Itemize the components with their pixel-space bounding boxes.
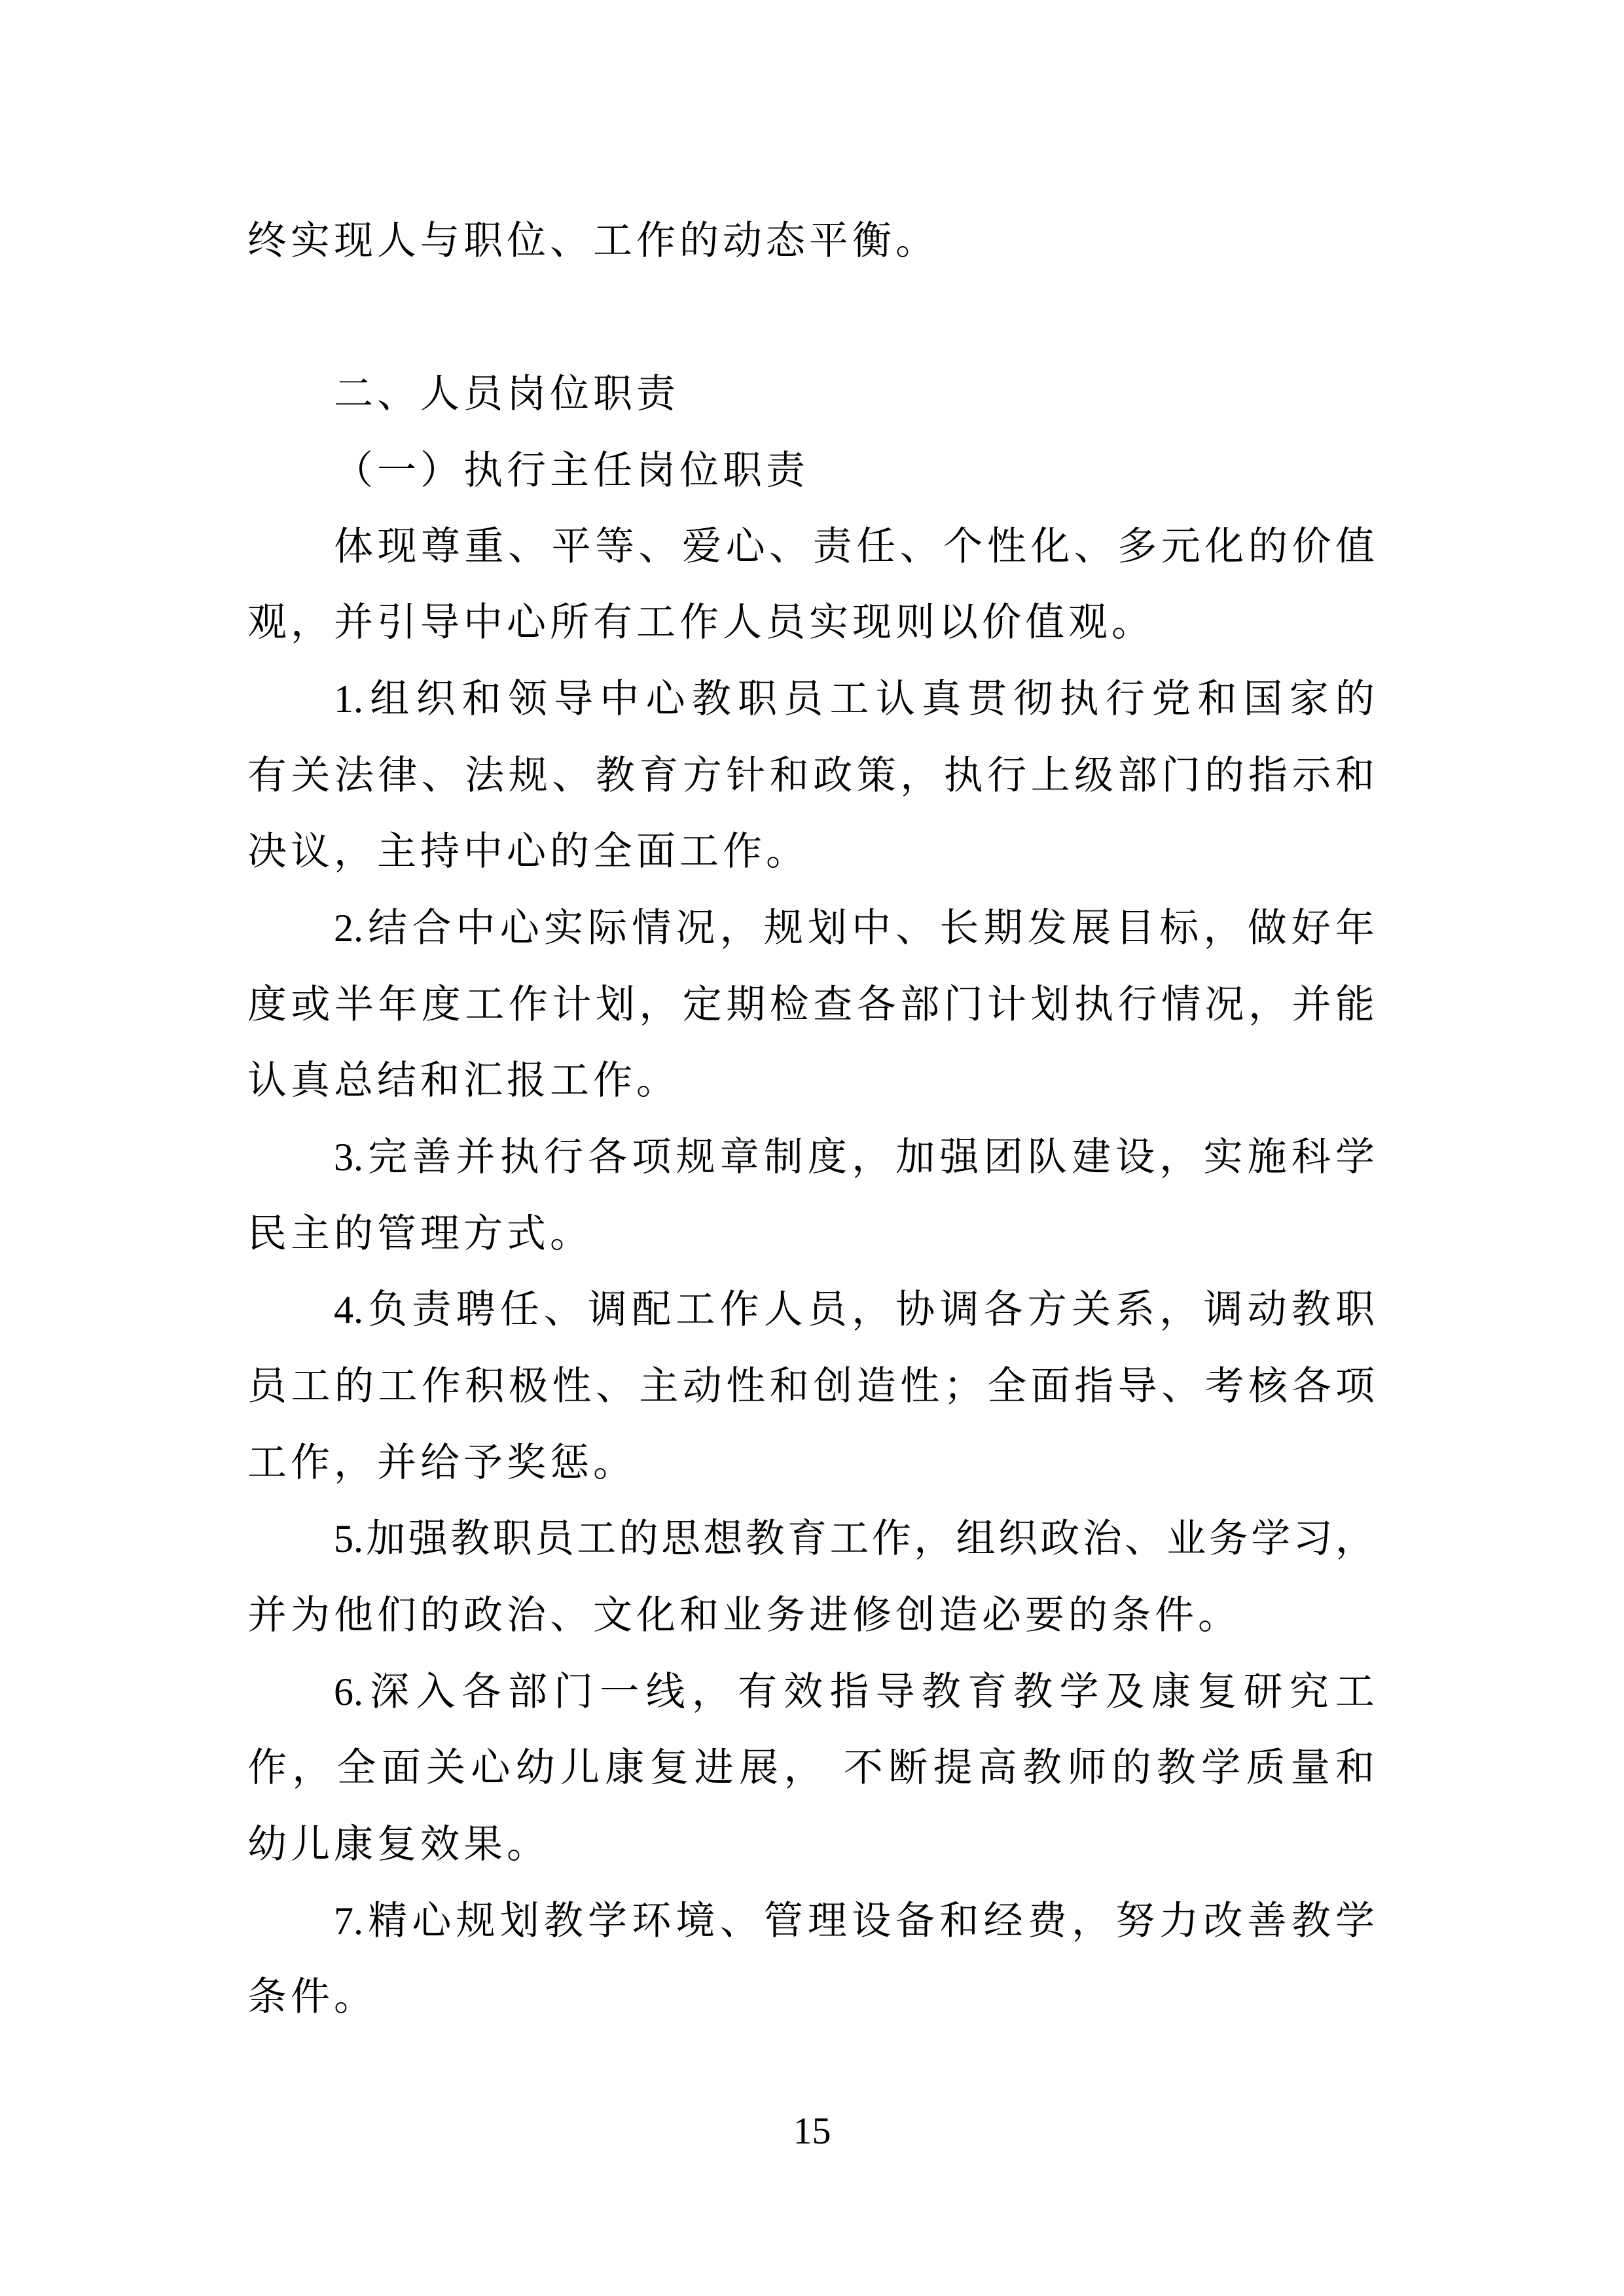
duty-item-2: 2.结合中心实际情况，规划中、长期发展目标，做好年	[334, 906, 1375, 950]
duty-item-7: 7.精心规划教学环境、管理设备和经费，努力改善教学	[334, 1899, 1375, 1943]
paragraph-line: 工作，并给予奖惩。	[247, 1441, 636, 1484]
paragraph-line: 条件。	[247, 1975, 377, 2018]
continuation-text: 终实现人与职位、工作的动态平衡。	[247, 219, 939, 262]
duty-item-3: 3.完善并执行各项规章制度，加强团队建设，实施科学	[334, 1136, 1375, 1179]
paragraph-line: 认真总结和汇报工作。	[247, 1059, 679, 1102]
paragraph-line: 观，并引导中心所有工作人员实现则以价值观。	[247, 601, 1155, 644]
duty-item-5: 5.加强教职员工的思想教育工作，组织政治、业务学习，	[334, 1517, 1375, 1560]
paragraph-line: 度或半年度工作计划，定期检查各部门计划执行情况，并能	[247, 983, 1375, 1026]
duty-item-1: 1.组织和领导中心教职员工认真贯彻执行党和国家的	[334, 677, 1375, 721]
paragraph-line: 作，全面关心幼儿康复进展， 不断提高教师的教学质量和	[247, 1746, 1375, 1789]
paragraph-line: 民主的管理方式。	[247, 1212, 593, 1255]
paragraph-line: 决议，主持中心的全面工作。	[247, 830, 809, 873]
paragraph-line: 有关法律、法规、教育方针和政策，执行上级部门的指示和	[247, 754, 1375, 797]
paragraph-line: 员工的工作积极性、主动性和创造性；全面指导、考核各项	[247, 1365, 1375, 1408]
duty-item-4: 4.负责聘任、调配工作人员，协调各方关系，调动教职	[334, 1288, 1375, 1331]
page-number: 15	[793, 2109, 831, 2152]
paragraph-line: 幼儿康复效果。	[247, 1823, 550, 1866]
section-heading: 二、人员岗位职责	[334, 372, 679, 416]
subsection-heading: （一）执行主任岗位职责	[334, 449, 809, 492]
paragraph-line: 并为他们的政治、文化和业务进修创造必要的条件。	[247, 1594, 1241, 1637]
paragraph-line: 体现尊重、平等、爱心、责任、个性化、多元化的价值	[334, 525, 1375, 568]
duty-item-6: 6.深入各部门一线，有效指导教育教学及康复研究工	[334, 1670, 1375, 1713]
